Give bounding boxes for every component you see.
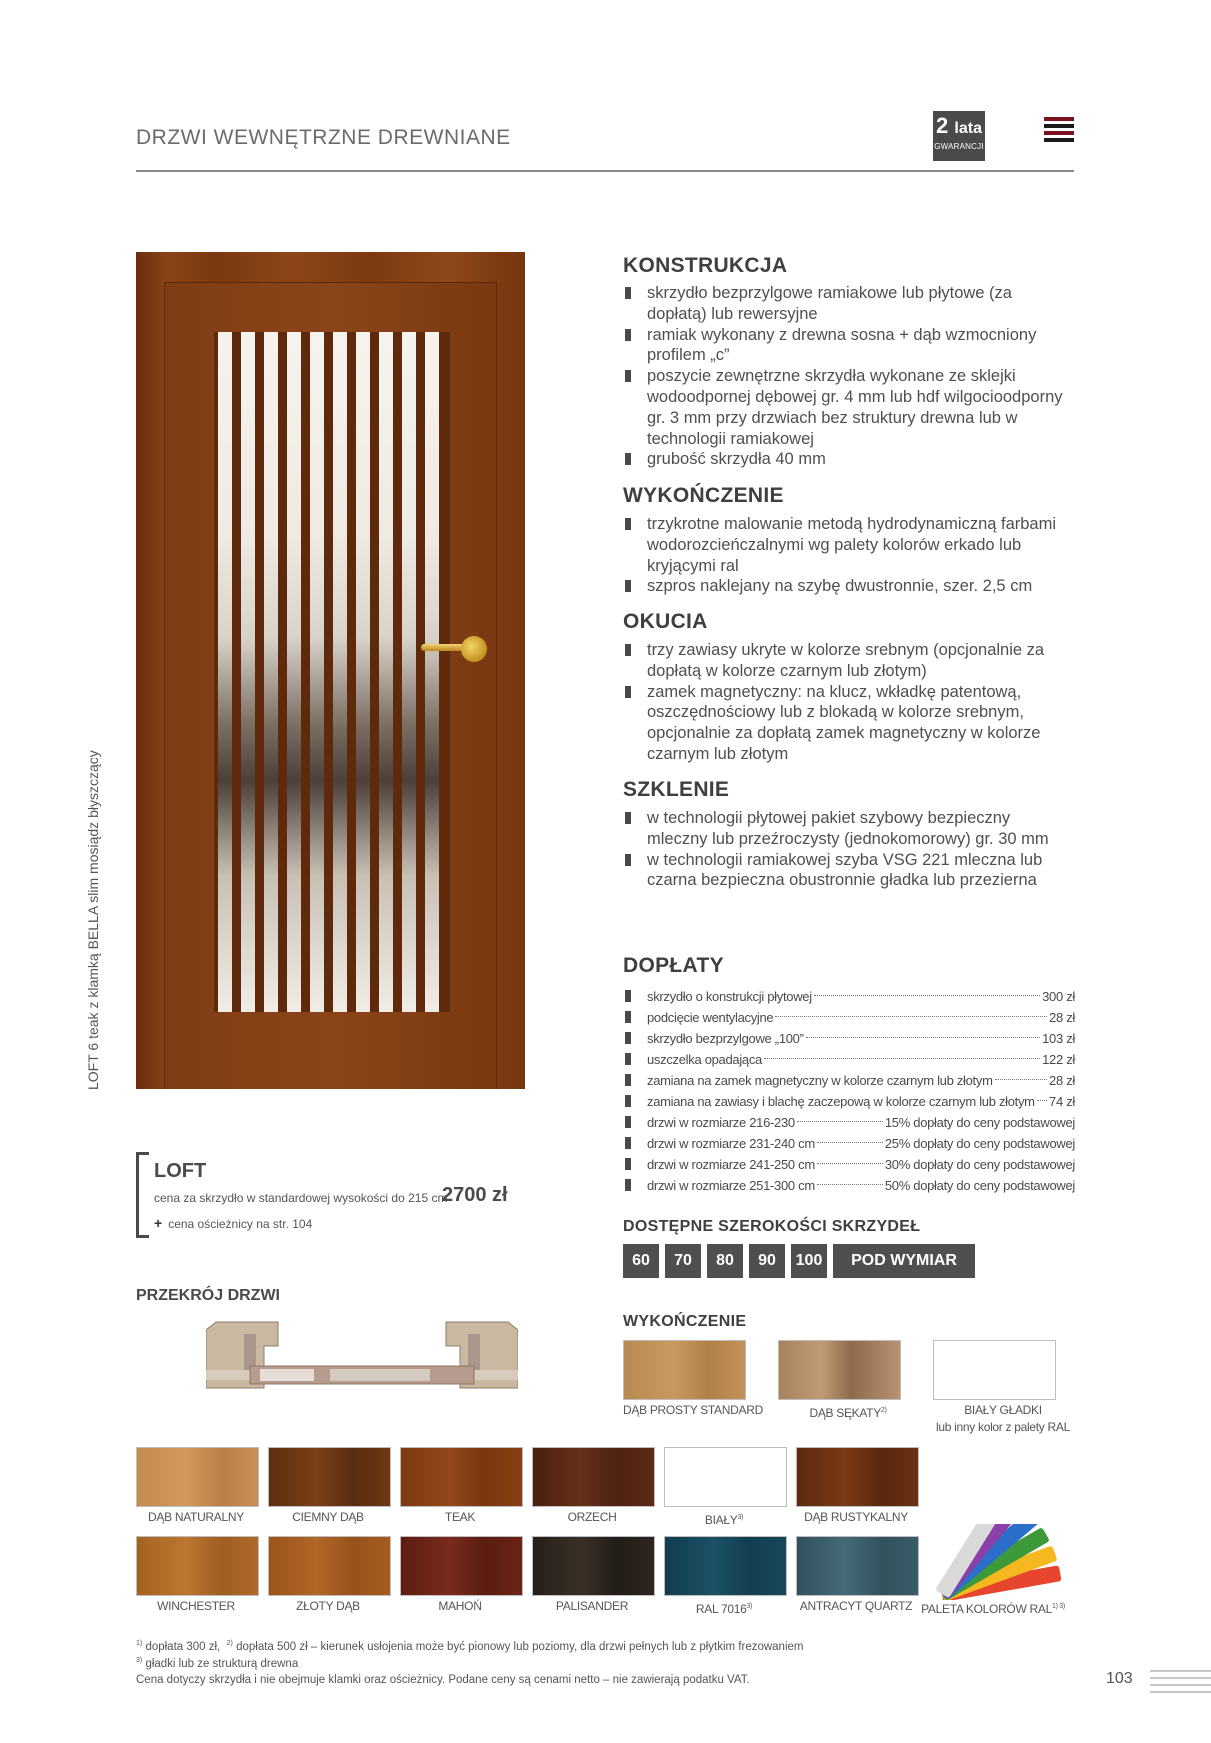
glass-pane — [287, 332, 301, 1012]
surcharge-label: zamiana na zawiasy i blachę zaczepową w kolorze czarnym lub złotym — [647, 1094, 1035, 1109]
surcharge-value: 103 zł — [1042, 1031, 1075, 1046]
door-glass — [214, 332, 450, 1012]
finish-swatch — [136, 1536, 259, 1596]
product-price-note: cena za skrzydło w standardowej wysokości do 215 cm — [154, 1191, 448, 1205]
list-item: skrzydło bezprzylgowe ramiakowe lub płytowe (za dopłatą) lub rewersyjne — [623, 283, 1075, 325]
glass-pane — [264, 332, 278, 1012]
finish-label: BIAŁY$^{3)}$ — [704, 1513, 744, 1527]
okucia-list — [623, 640, 1075, 765]
surcharge-value: 74 zł — [1049, 1094, 1075, 1109]
leader-dots — [817, 1183, 883, 1185]
surcharge-value: 30% dopłaty do ceny podstawowej — [884, 1157, 1075, 1172]
leader-dots — [1037, 1099, 1047, 1101]
glass-pane — [218, 332, 232, 1012]
finish-swatch — [778, 1340, 901, 1400]
finish-label: ANTRACYT QUARTZ — [799, 1599, 913, 1613]
list-item: zamek magnetyczny: na klucz, wkładkę patentową, oszczędnościowy lub z blokadą w kolorze srebnym, opcjonalnie za dopłatą zamek magnetyczny w kolorze czarnym lub złotym — [623, 682, 1075, 765]
leader-dots — [806, 1036, 1040, 1038]
width-badge: 80 — [707, 1244, 743, 1278]
finish-label: DĄB NATURALNY — [148, 1510, 244, 1524]
finish-label: DĄB RUSTYKALNY — [804, 1510, 908, 1524]
leader-dots — [764, 1057, 1040, 1059]
surcharge-value: 300 zł — [1042, 989, 1075, 1004]
finish-label: ZŁOTY DĄB — [296, 1599, 360, 1613]
frame-price-text: cena ościeżnicy na str. 104 — [168, 1217, 313, 1231]
section-title: DRZWI WEWNĘTRZNE DREWNIANE — [136, 126, 511, 149]
leaf-core — [260, 1369, 314, 1381]
konstrukcja-heading: KONSTRUKCJA — [623, 254, 788, 277]
stripe — [1044, 124, 1074, 128]
brand-stripes-icon — [1044, 117, 1074, 145]
leader-dots — [817, 1162, 883, 1164]
stripe — [1044, 117, 1074, 121]
surcharge-label: zamiana na zamek magnetyczny w kolorze czarnym lub złotym — [647, 1073, 993, 1088]
surcharge-label: podcięcie wentylacyjne — [647, 1010, 774, 1025]
surcharge-label: drzwi w rozmiarze 216-230 — [647, 1115, 795, 1130]
surcharge-row — [623, 1091, 1075, 1112]
surcharge-row — [623, 1133, 1075, 1154]
finish-swatch — [796, 1536, 919, 1596]
finish-swatch — [268, 1447, 391, 1507]
finish-label: CIEMNY DĄB — [292, 1510, 364, 1524]
glass-pane — [241, 332, 255, 1012]
warranty-badge — [933, 111, 985, 161]
finish-label: PALISANDER — [555, 1599, 629, 1613]
door-caption: LOFT 6 teak z klamką BELLA slim mosiądz błyszczący — [85, 750, 101, 1090]
finish-label: MAHOŃ — [438, 1599, 482, 1613]
finish-label: TEAK — [444, 1510, 476, 1524]
szklenie-list — [623, 808, 1075, 891]
finish-swatch — [400, 1447, 523, 1507]
leader-dots — [814, 994, 1040, 996]
list-item: grubość skrzydła 40 mm — [623, 449, 1075, 470]
finish-swatch — [532, 1536, 655, 1596]
leader-dots — [817, 1141, 883, 1143]
finish-label: RAL 7016$^{3)}$ — [695, 1602, 753, 1616]
footer-stripes — [1150, 1670, 1211, 1698]
surcharge-row — [623, 1028, 1075, 1049]
warranty-years: 2 — [936, 113, 949, 138]
stripe — [1044, 131, 1074, 135]
leaf-core — [330, 1369, 430, 1381]
product-name: LOFT — [154, 1160, 207, 1182]
leader-dots — [775, 1015, 1047, 1017]
surcharge-label: skrzydło bezprzylgowe „100” — [647, 1031, 804, 1046]
glass-pane — [402, 332, 416, 1012]
glass-pane — [356, 332, 370, 1012]
footnote: $^{1)}$ dopłata 300 zł, $^{2)}$ dopłata 500 zł – kierunek usłojenia może być pionowy lub poziomy, dla drzwi pełnych lub z płytkim frezowaniem — [136, 1640, 804, 1653]
warranty-unit: lata — [954, 120, 982, 137]
finish-swatch — [136, 1447, 259, 1507]
surcharge-label: drzwi w rozmiarze 231-240 cm — [647, 1136, 815, 1151]
product-bracket — [136, 1152, 149, 1238]
footnote: Cena dotyczy skrzydła i nie obejmuje klamki oraz ościeżnicy. Podane ceny są cenami netto – nie zawierają podatku VAT. — [136, 1674, 750, 1686]
warranty-label: GWARANCJI — [934, 142, 984, 151]
surcharge-value: 15% dopłaty do ceny podstawowej — [884, 1115, 1075, 1130]
list-item: w technologii ramiakowej szyba VSG 221 mleczna lub czarna bezpieczna obustronnie gładka lub przezierna — [623, 850, 1075, 892]
surcharge-value: 28 zł — [1049, 1010, 1075, 1025]
surcharge-label: skrzydło o konstrukcji płytowej — [647, 989, 812, 1004]
wykonczenie-heading: WYKOŃCZENIE — [623, 484, 784, 507]
doplaty-list — [623, 986, 1075, 1196]
surcharge-row — [623, 1070, 1075, 1091]
glass-pane — [333, 332, 347, 1012]
finish-swatch — [268, 1536, 391, 1596]
width-badge: 90 — [749, 1244, 785, 1278]
ral-palette-fan-icon — [928, 1524, 1070, 1600]
surcharge-row — [623, 1049, 1075, 1070]
finish-label: PALETA KOLORÓW $RAL^{1) 3)}$ — [921, 1602, 1065, 1616]
wykonczenie-list — [623, 514, 1075, 597]
width-badge: 70 — [665, 1244, 701, 1278]
list-item: trzy zawiasy ukryte w kolorze srebnym (opcjonalnie za dopłatą w kolorze czarnym lub złotym) — [623, 640, 1075, 682]
plus-icon: + — [154, 1215, 163, 1231]
finish-label: WINCHESTER — [157, 1599, 235, 1613]
leader-dots — [995, 1078, 1047, 1080]
finish-swatch — [400, 1536, 523, 1596]
surcharge-label: drzwi w rozmiarze 251-300 cm — [647, 1178, 815, 1193]
leader-dots — [797, 1120, 883, 1122]
finish-swatch — [623, 1340, 746, 1400]
width-badge-custom: POD WYMIAR — [833, 1244, 975, 1278]
surcharge-row — [623, 1112, 1075, 1133]
door-handle-rose — [461, 636, 487, 662]
width-badge: 60 — [623, 1244, 659, 1278]
surcharge-label: drzwi w rozmiarze 241-250 cm — [647, 1157, 815, 1172]
frame-price-note — [154, 1215, 312, 1231]
finish-swatch — [532, 1447, 655, 1507]
konstrukcja-list — [623, 283, 1075, 470]
surcharge-row — [623, 1154, 1075, 1175]
szklenie-heading: SZKLENIE — [623, 778, 730, 801]
door-cross-section-drawing — [206, 1318, 518, 1394]
list-item: poszycie zewnętrzne skrzydła wykonane ze sklejki wodoodpornej dębowej gr. 4 mm lub hdf wilgocioodporny gr. 3 mm przy drzwiach bez struktury drewna lub w technologii ramiakowej — [623, 366, 1075, 449]
surcharge-value: 122 zł — [1042, 1052, 1075, 1067]
product-price: 2700 zł — [442, 1184, 508, 1206]
glass-pane — [310, 332, 324, 1012]
list-item: szpros naklejany na szybę dwustronnie, szer. 2,5 cm — [623, 576, 1075, 597]
cross-section-title: PRZEKRÓJ DRZWI — [136, 1287, 280, 1304]
finishes-heading: WYKOŃCZENIE — [623, 1313, 747, 1330]
surcharge-row — [623, 986, 1075, 1007]
list-item: trzykrotne malowanie metodą hydrodynamiczną farbami wodorozcieńczalnymi wg palety kolorów erkado lub kryjącymi ral — [623, 514, 1075, 576]
finish-label: DĄB PROSTY STANDARD — [623, 1403, 763, 1417]
widths-heading: DOSTĘPNE SZEROKOŚCI SKRZYDEŁ — [623, 1218, 921, 1235]
finish-swatch — [664, 1447, 787, 1507]
finish-swatch — [796, 1447, 919, 1507]
footnote: $^{3)}$ gładki lub ze strukturą drewna — [136, 1657, 299, 1670]
stripe — [1044, 138, 1074, 142]
surcharge-row — [623, 1007, 1075, 1028]
surcharge-label: uszczelka opadająca — [647, 1052, 762, 1067]
surcharge-value: 28 zł — [1049, 1073, 1075, 1088]
widths-list — [623, 1244, 975, 1278]
finish-swatch — [933, 1340, 1056, 1400]
finish-label: DĄB SĘKATY$^{2)}$ — [809, 1406, 887, 1420]
width-badge: 100 — [791, 1244, 827, 1278]
doplaty-heading: DOPŁATY — [623, 954, 724, 977]
okucia-heading: OKUCIA — [623, 610, 708, 633]
door-image — [136, 252, 525, 1089]
surcharge-row — [623, 1175, 1075, 1196]
list-item: ramiak wykonany z drewna sosna + dąb wzmocniony profilem „c” — [623, 325, 1075, 367]
page-number: 103 — [1106, 1670, 1133, 1687]
finish-label: BIAŁY GŁADKI lub inny kolor z palety RAL — [936, 1403, 1070, 1434]
finish-swatch — [664, 1536, 787, 1596]
list-item: w technologii płytowej pakiet szybowy bezpieczny mleczny lub przeźroczysty (jednokomorowy) gr. 30 mm — [623, 808, 1075, 850]
surcharge-value: 50% dopłaty do ceny podstawowej — [884, 1178, 1075, 1193]
finish-label: ORZECH — [567, 1510, 617, 1524]
glass-pane — [379, 332, 393, 1012]
header-rule — [136, 170, 1074, 172]
glass-pane — [425, 332, 439, 1012]
surcharge-value: 25% dopłaty do ceny podstawowej — [884, 1136, 1075, 1151]
